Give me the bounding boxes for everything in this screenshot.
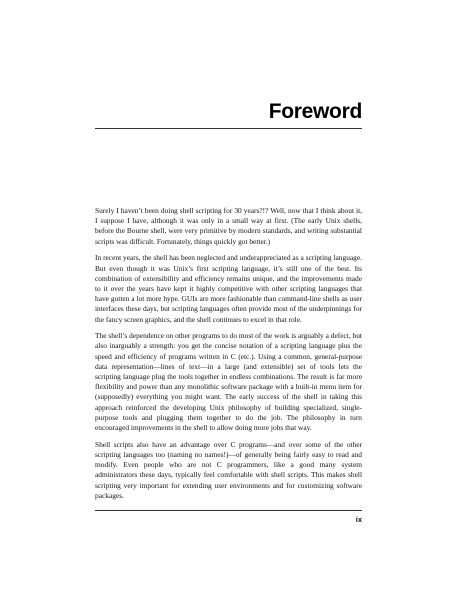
- page-number: ix: [355, 515, 362, 524]
- paragraph: The shell’s dependence on other programs to do most of the work is arguably a defect, but also inarguably a strength: you get the concise notation of a scripting language plus the speed and efficiency of programs written in C (etc.). Using a common, general-purpose data representation—lines of text—in a large (and extensible) set of tools lets the scripting language plug the tools together in endless combinations. The result is far more flexibility and power than any monolithic software package with a built-in menu item for (supposedly) everything you might want. The early success of the shell in taking this approach reinforced the developing Unix philosophy of building specialized, single-purpose tools and plugging them together to do the job. The philosophy in turn encouraged improvements in the shell to allow doing more jobs that way.: [95, 331, 362, 433]
- paragraph: In recent years, the shell has been neglected and underappreciated as a scripting language. But even though it was Unix’s first scripting language, it’s still one of the best. Its combination of extensibility and efficiency remains unique, and the improvements made to it over the years have kept it highly competitive with other scripting languages that have gotten a lot more hype. GUIs are more fashionable than command-line shells as user interfaces these days, but scripting languages often provide most of the underpinnings for the fancy screen graphics, and the shell continues to excel in that role.: [95, 253, 362, 324]
- chapter-title: Foreword: [268, 100, 362, 123]
- paragraph: Surely I haven’t been doing shell scripting for 30 years?!? Well, now that I think about it, I suppose I have, although it was only in a small way at first. (The early Unix shells, before the Bourne shell, were very primitive by modern standards, and writing substantial scripts was difficult. Fortunately, things quickly got better.): [95, 206, 362, 246]
- title-rule: [95, 128, 362, 129]
- footer-rule: [95, 510, 362, 511]
- paragraph: Shell scripts also have an advantage over C programs—and over some of the other scripting languages too (naming no names!)—of generally being fairly easy to read and modify. Even people who are not C programmers, like a good many system administrators these days, typically feel comfortable with shell scripts. This makes shell scripting very important for extending user environments and for customizing software packages.: [95, 439, 362, 500]
- foreword-body: [95, 206, 362, 507]
